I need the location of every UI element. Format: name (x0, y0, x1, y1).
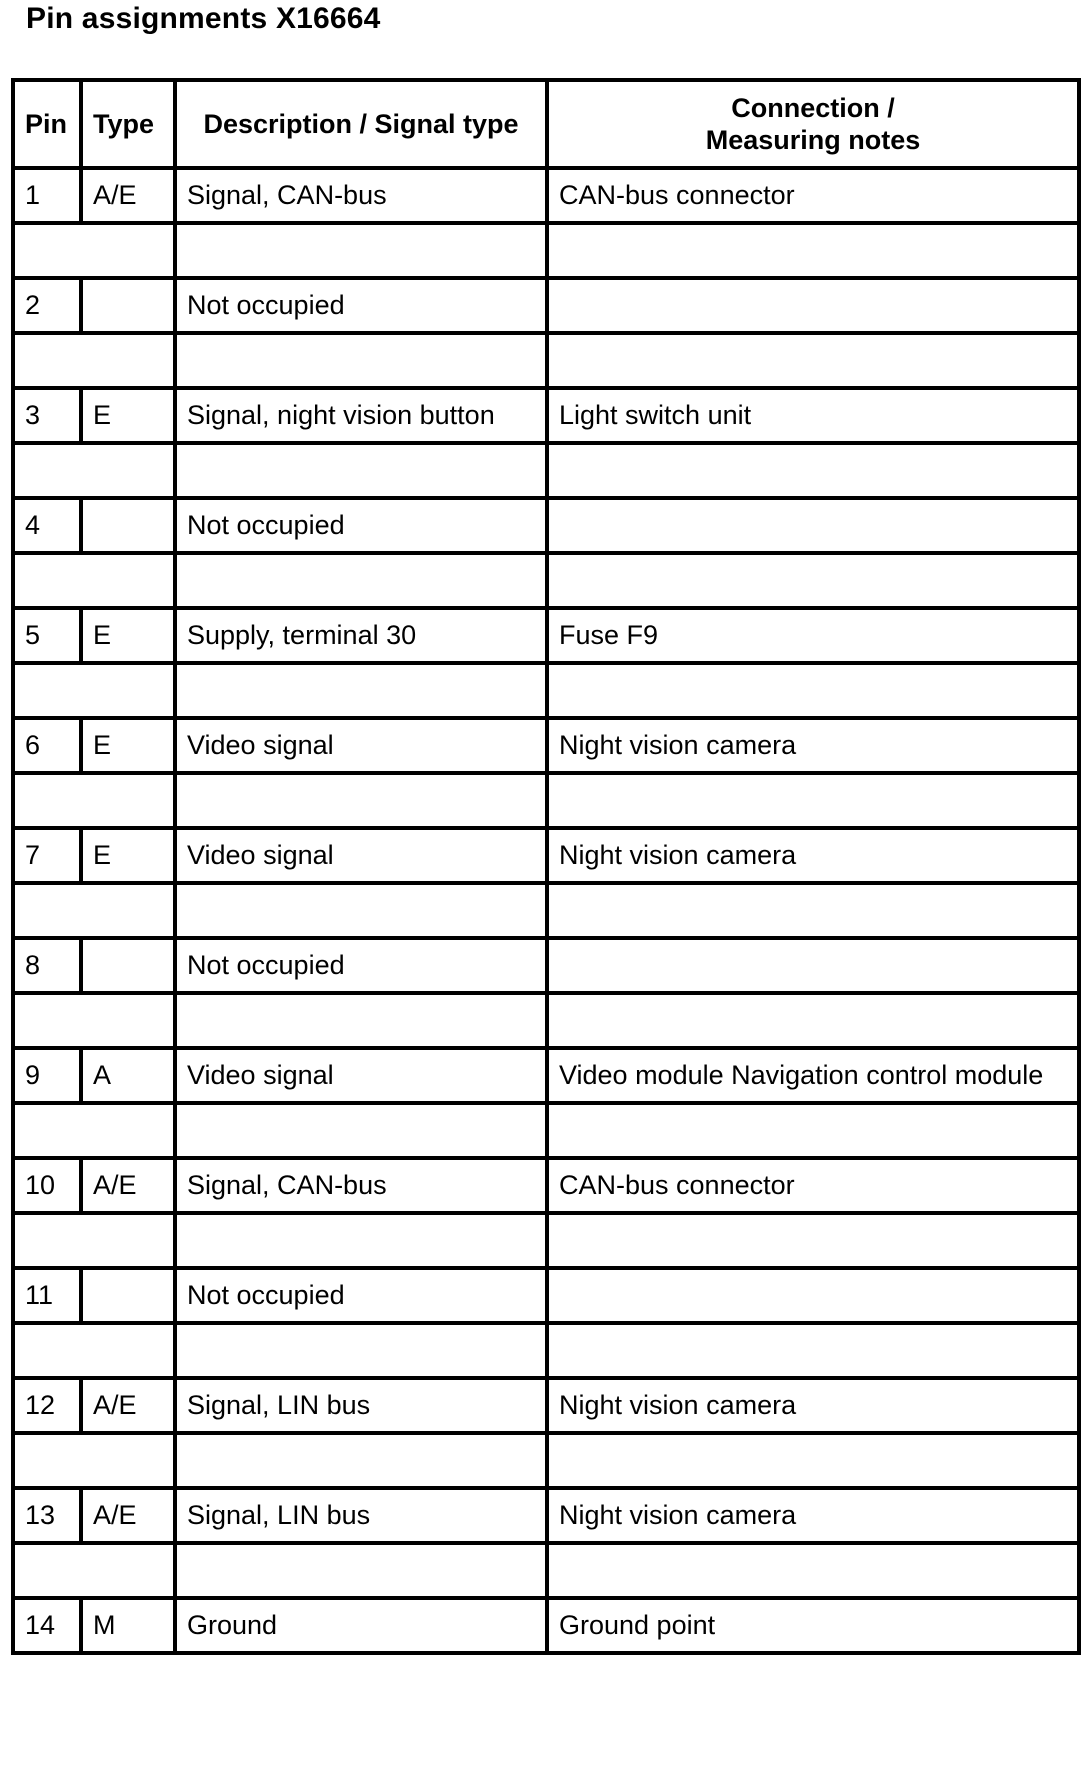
spacer-cell (175, 443, 547, 498)
header-type: Type (81, 80, 175, 168)
connection-cell: Fuse F9 (547, 608, 1079, 663)
spacer-cell (13, 1213, 175, 1268)
connection-cell (547, 938, 1079, 993)
description-cell: Signal, LIN bus (175, 1488, 547, 1543)
spacer-cell (175, 883, 547, 938)
description-cell: Not occupied (175, 498, 547, 553)
spacer-cell (547, 223, 1079, 278)
spacer-cell (13, 773, 175, 828)
type-cell: A/E (81, 1378, 175, 1433)
spacer-row (13, 1213, 1079, 1268)
table-row (13, 828, 1079, 883)
connection-cell (547, 278, 1079, 333)
spacer-cell (547, 1213, 1079, 1268)
type-cell (81, 278, 175, 333)
type-cell (81, 498, 175, 553)
table-row (13, 1378, 1079, 1433)
table-row (13, 1048, 1079, 1103)
table-row (13, 718, 1079, 773)
table-row (13, 1268, 1079, 1323)
table-row (13, 278, 1079, 333)
spacer-cell (13, 1433, 175, 1488)
spacer-cell (13, 663, 175, 718)
type-cell: M (81, 1598, 175, 1653)
table-row (13, 168, 1079, 223)
pin-cell: 13 (13, 1488, 81, 1543)
spacer-cell (175, 773, 547, 828)
type-cell: E (81, 718, 175, 773)
header-connection-line2: Measuring notes (705, 125, 921, 155)
header-connection (547, 80, 1079, 168)
description-cell: Signal, CAN-bus (175, 168, 547, 223)
spacer-cell (547, 1103, 1079, 1158)
spacer-cell (175, 553, 547, 608)
type-cell: E (81, 608, 175, 663)
description-cell: Not occupied (175, 1268, 547, 1323)
description-cell: Video signal (175, 1048, 547, 1103)
spacer-cell (175, 993, 547, 1048)
type-cell (81, 938, 175, 993)
spacer-cell (547, 1433, 1079, 1488)
spacer-cell (13, 1543, 175, 1598)
description-cell: Not occupied (175, 938, 547, 993)
pin-cell: 8 (13, 938, 81, 993)
table-body (13, 168, 1079, 1653)
spacer-cell (547, 443, 1079, 498)
description-cell: Signal, CAN-bus (175, 1158, 547, 1213)
description-cell: Supply, terminal 30 (175, 608, 547, 663)
spacer-cell (13, 993, 175, 1048)
spacer-row (13, 553, 1079, 608)
pin-cell: 9 (13, 1048, 81, 1103)
spacer-cell (547, 663, 1079, 718)
description-cell: Ground (175, 1598, 547, 1653)
spacer-cell (547, 553, 1079, 608)
spacer-cell (13, 553, 175, 608)
spacer-cell (13, 223, 175, 278)
spacer-row (13, 663, 1079, 718)
connection-cell: Video module Navigation control module (547, 1048, 1079, 1103)
pin-cell: 4 (13, 498, 81, 553)
spacer-cell (175, 1323, 547, 1378)
pin-cell: 7 (13, 828, 81, 883)
spacer-cell (175, 333, 547, 388)
spacer-cell (547, 1543, 1079, 1598)
table-row (13, 1598, 1079, 1653)
header-connection-line1: Connection / (731, 93, 895, 123)
spacer-cell (13, 443, 175, 498)
table-row (13, 1488, 1079, 1543)
spacer-cell (547, 333, 1079, 388)
description-cell: Not occupied (175, 278, 547, 333)
spacer-cell (13, 1323, 175, 1378)
connection-cell: Ground point (547, 1598, 1079, 1653)
connection-cell: Light switch unit (547, 388, 1079, 443)
spacer-cell (13, 1103, 175, 1158)
connection-cell: CAN-bus connector (547, 168, 1079, 223)
type-cell: A/E (81, 1158, 175, 1213)
spacer-cell (175, 1103, 547, 1158)
table-row (13, 498, 1079, 553)
connection-cell: CAN-bus connector (547, 1158, 1079, 1213)
table-row (13, 938, 1079, 993)
spacer-cell (13, 883, 175, 938)
type-cell: E (81, 828, 175, 883)
type-cell (81, 1268, 175, 1323)
description-cell: Signal, LIN bus (175, 1378, 547, 1433)
spacer-row (13, 1543, 1079, 1598)
type-cell: A (81, 1048, 175, 1103)
spacer-row (13, 1433, 1079, 1488)
spacer-row (13, 993, 1079, 1048)
table-header-row (13, 80, 1079, 168)
spacer-cell (175, 223, 547, 278)
spacer-cell (175, 1543, 547, 1598)
header-pin: Pin (13, 80, 81, 168)
page-title: Pin assignments X16664 (26, 2, 381, 35)
pin-assignment-table (11, 78, 1081, 1655)
connection-cell: Night vision camera (547, 718, 1079, 773)
spacer-cell (13, 333, 175, 388)
table-row (13, 388, 1079, 443)
type-cell: E (81, 388, 175, 443)
pin-cell: 2 (13, 278, 81, 333)
spacer-row (13, 883, 1079, 938)
pin-cell: 5 (13, 608, 81, 663)
pin-cell: 12 (13, 1378, 81, 1433)
spacer-row (13, 1323, 1079, 1378)
spacer-cell (547, 1323, 1079, 1378)
spacer-cell (175, 1433, 547, 1488)
spacer-row (13, 443, 1079, 498)
spacer-cell (175, 663, 547, 718)
connection-cell: Night vision camera (547, 828, 1079, 883)
pin-cell: 11 (13, 1268, 81, 1323)
type-cell: A/E (81, 1488, 175, 1543)
description-cell: Signal, night vision button (175, 388, 547, 443)
spacer-row (13, 333, 1079, 388)
table-row (13, 1158, 1079, 1213)
spacer-cell (547, 773, 1079, 828)
connection-cell (547, 498, 1079, 553)
pin-cell: 14 (13, 1598, 81, 1653)
type-cell: A/E (81, 168, 175, 223)
spacer-cell (547, 993, 1079, 1048)
connection-cell: Night vision camera (547, 1488, 1079, 1543)
spacer-cell (175, 1213, 547, 1268)
connection-cell (547, 1268, 1079, 1323)
pin-cell: 3 (13, 388, 81, 443)
spacer-row (13, 223, 1079, 278)
connection-cell: Night vision camera (547, 1378, 1079, 1433)
pin-cell: 6 (13, 718, 81, 773)
table-row (13, 608, 1079, 663)
spacer-row (13, 773, 1079, 828)
spacer-row (13, 1103, 1079, 1158)
spacer-cell (547, 883, 1079, 938)
header-description: Description / Signal type (175, 80, 547, 168)
description-cell: Video signal (175, 828, 547, 883)
pin-cell: 10 (13, 1158, 81, 1213)
description-cell: Video signal (175, 718, 547, 773)
pin-cell: 1 (13, 168, 81, 223)
